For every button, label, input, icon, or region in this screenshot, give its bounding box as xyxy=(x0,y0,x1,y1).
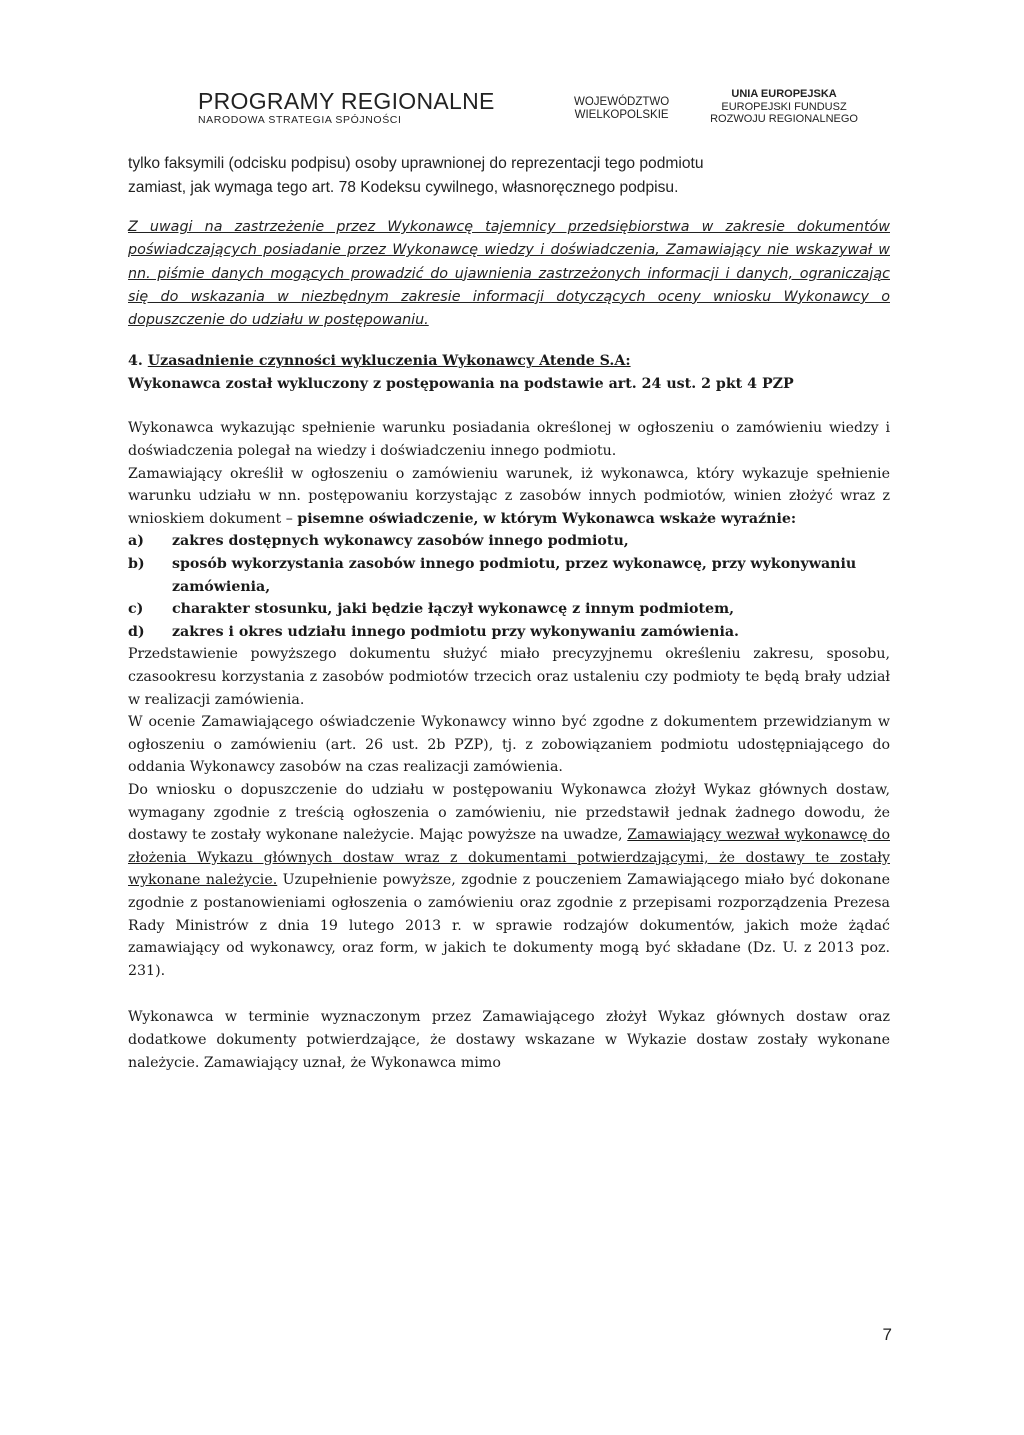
section-title: Uzasadnienie czynności wykluczenia Wykonawcy Atende S.A: xyxy=(147,353,631,370)
list-text: zakres i okres udziału innego podmiotu przy wykonywaniu zamówienia. xyxy=(172,623,739,640)
paragraph-2-bold: pisemne oświadczenie, w którym Wykonawca wskaże wyraźnie: xyxy=(297,510,797,527)
paragraph-2-plain: Zamawiający określił w ogłoszeniu o zamówieniu warunek, iż wykonawca, który wykazuje spełnienie warunku udziału w nn. postępowaniu korzystając z zasobów innych podmiotów, winien złożyć wraz z wnioskiem dokument – xyxy=(128,465,890,527)
paragraph-1: Wykonawca wykazując spełnienie warunku posiadania określonej w ogłoszeniu o zamówieniu wiedzy i doświadczenia polegał na wiedzy i doświadczeniu innego podmiotu. xyxy=(128,420,890,460)
list-text: charakter stosunku, jaki będzie łączył wykonawcę z innym podmiotem, xyxy=(172,601,735,618)
region-line-2: WIELKOPOLSKIE xyxy=(574,109,669,121)
list-item xyxy=(128,621,890,644)
eu-logo xyxy=(710,88,858,126)
document-body xyxy=(128,152,890,1074)
paragraph-6: Wykonawca w terminie wyznaczonym przez Zamawiającego złożył Wykaz głównych dostaw oraz dodatkowe dokumenty potwierdzające, że dostawy wskazane w Wykazie dostaw zostały wykonane należycie. Zamawiający uznał, że Wykonawca mimo xyxy=(128,1009,890,1071)
paragraph-3: Przedstawienie powyższego dokumentu służyć miało precyzyjnemu określeniu zakresu, sposobu, czasookresu korzystania z zasobów podmiotów trzecich oraz ustaleniu czy podmioty te będą brały udział w realizacji zamówienia. xyxy=(128,646,890,708)
paragraph-4: W ocenie Zamawiającego oświadczenie Wykonawcy winno być zgodne z dokumentem przewidzianym w ogłoszeniu o zamówieniu (art. 26 ust. 2b PZP), tj. z zobowiązaniem podmiotu udostępniającego do oddania Wykonawcy zasobów na czas realizacji zamówienia. xyxy=(128,714,890,776)
page-number: 7 xyxy=(882,1325,892,1344)
requirements-list xyxy=(128,530,890,643)
paragraph-5-underlined: Zamawiający wezwał wykonawcę do złożenia Wykazu głównych dostaw wraz z dokumentami potwierdzającymi, że dostawy te zostały wykonane należycie. xyxy=(128,827,890,889)
intro-line-1: tylko faksymili (odcisku podpisu) osoby uprawnionej do reprezentacji tego podmiotu xyxy=(128,155,704,172)
list-marker: d) xyxy=(128,623,145,640)
page-header xyxy=(198,88,858,132)
section-heading xyxy=(128,350,890,373)
programs-logo xyxy=(198,88,495,127)
paragraph-5 xyxy=(128,779,890,982)
region-logo xyxy=(574,96,669,122)
eu-line-2: EUROPEJSKI FUNDUSZ xyxy=(721,100,847,113)
list-marker: c) xyxy=(128,601,144,618)
intro-line-2: zamiast, jak wymaga tego art. 78 Kodeksu cywilnego, własnoręcznego podpisu. xyxy=(128,179,679,196)
paragraph-2 xyxy=(128,463,890,531)
list-marker: a) xyxy=(128,533,144,550)
region-line-1: WOJEWÓDZTWO xyxy=(574,96,670,108)
list-item xyxy=(128,553,890,598)
section-number: 4. xyxy=(128,353,143,370)
list-text: sposób wykorzystania zasobów innego podmiotu, przez wykonawcę, przy wykonywaniu zamówienia, xyxy=(172,556,857,595)
section-subtitle: Wykonawca został wykluczony z postępowania na podstawie art. 24 ust. 2 pkt 4 PZP xyxy=(128,375,794,392)
eu-line-1: UNIA EUROPEJSKA xyxy=(731,88,837,100)
confidentiality-note: Z uwagi na zastrzeżenie przez Wykonawcę tajemnicy przedsiębiorstwa w zakresie dokumentów poświadczających posiadanie przez Wykonawcę wiedzy i doświadczenia, Zamawiający nie wskazywał w nn. piśmie danych mogących prowadzić do ujawnienia zastrzeżonych informacji i danych, ograniczając się do wskazania w niezbędnym zakresie informacji dotyczących oceny wniosku Wykonawcy o dopuszczenie do udziału w postępowaniu. xyxy=(128,219,890,329)
list-item xyxy=(128,530,890,553)
list-text: zakres dostępnych wykonawcy zasobów innego podmiotu, xyxy=(172,533,629,550)
paragraph-5-end: Uzupełnienie powyższe, zgodnie z pouczeniem Zamawiającego miało być dokonane zgodnie z postanowieniami ogłoszenia o zamówieniu oraz zgodnie z przepisami rozporządzenia Prezesa Rady Ministrów z dnia 19 lutego 2013 r. w sprawie rodzajów dokumentów, jakich może żądać zamawiający od wykonawcy, oraz form, w jakich te dokumenty mogą być składane (Dz. U. z 2013 poz. 231). xyxy=(128,872,890,979)
programs-subtitle: NARODOWA STRATEGIA SPÓJNOŚCI xyxy=(198,114,402,126)
eu-line-3: ROZWOJU REGIONALNEGO xyxy=(710,113,858,125)
paragraph-5-start: Do wniosku o dopuszczenie do udziału w postępowaniu Wykonawca złożył Wykaz głównych dostaw, wymagany zgodnie z treścią ogłoszenia o zamówieniu, nie przedstawił jednak żadnego dowodu, że dostawy te zostały wykonane należycie. Mając powyższe na uwadze, xyxy=(128,781,890,844)
programs-title: PROGRAMY REGIONALNE xyxy=(198,88,495,114)
list-marker: b) xyxy=(128,556,145,573)
list-item xyxy=(128,598,890,621)
